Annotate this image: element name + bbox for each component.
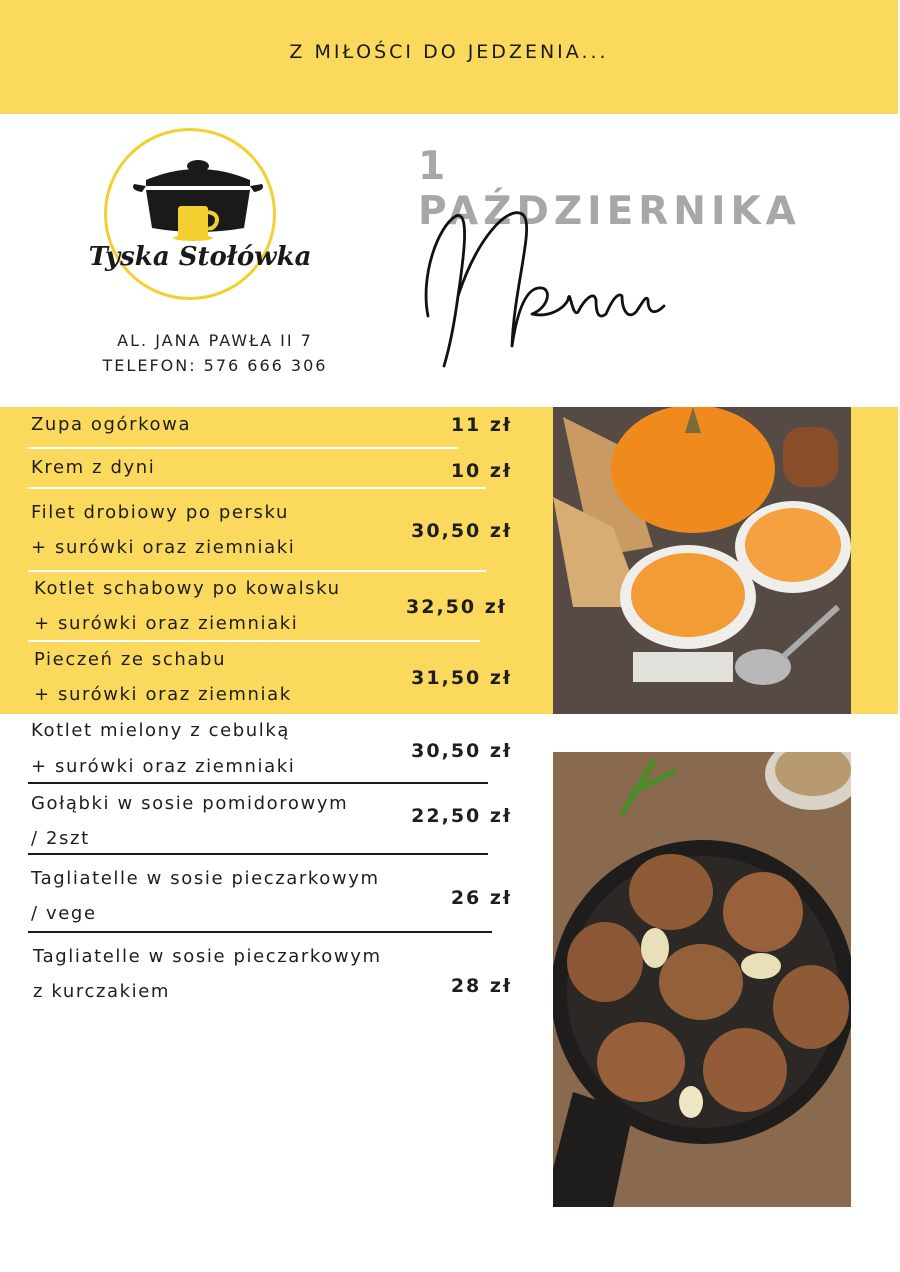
menu-item-price: 22,50 zł [411,805,512,827]
menu-divider [28,447,458,449]
menu-item-price: 32,50 zł [406,596,507,618]
menu-item-price: 30,50 zł [411,740,512,762]
menu-date: 1 PAŹDZIERNIKA [418,144,801,234]
pot-and-mug-icon [84,128,316,258]
menu-item-name: Krem z dyni [31,457,156,478]
menu-item-name: Gołąbki w sosie pomidorowym [31,793,349,814]
menu-divider [28,931,492,933]
menu-item-name: Kotlet mielony z cebulką [31,720,291,741]
menu-item-sides: + surówki oraz ziemniaki [31,537,296,558]
menu-item-name: Pieczeń ze schabu [34,649,227,670]
restaurant-name: Tyska Stołówka [88,242,312,272]
menu-divider [28,640,480,642]
menu-divider [28,487,486,489]
menu-item-price: 11 zł [450,414,512,436]
menu-item-price: 28 zł [450,975,512,997]
menu-item-name: Tagliatelle w sosie pieczarkowym [31,868,380,889]
menu-item-price: 10 zł [450,460,512,482]
restaurant-logo [84,128,316,310]
menu-item-sides: + surówki oraz ziemniaki [31,756,296,777]
menu-item-name: Filet drobiowy po persku [31,502,289,523]
menu-divider [28,782,488,784]
restaurant-phone: TELEFON: 576 666 306 [102,356,328,375]
menu-script-title [418,196,678,376]
menu-divider [28,853,488,855]
tagline: Z MIŁOŚCI DO JEDZENIA... [289,41,609,63]
menu-item-sides: / vege [31,903,97,924]
top-banner [0,0,898,114]
menu-item-sides: + surówki oraz ziemniak [34,684,292,705]
cutlets-in-pan-photo [553,752,851,1207]
menu-item-name: Tagliatelle w sosie pieczarkowym [33,946,382,967]
menu-item-name: Kotlet schabowy po kowalsku [34,578,341,599]
menu-item-sides: + surówki oraz ziemniaki [34,613,299,634]
pumpkin-soup-photo [553,407,851,714]
menu-item-sides: z kurczakiem [33,981,171,1002]
menu-item-price: 30,50 zł [411,520,512,542]
restaurant-address: AL. JANA PAWŁA II 7 [117,331,313,350]
menu-divider [28,570,486,572]
menu-item-price: 26 zł [450,887,512,909]
menu-item-price: 31,50 zł [411,667,512,689]
menu-item-sides: / 2szt [31,828,90,849]
menu-item-name: Zupa ogórkowa [31,414,192,435]
